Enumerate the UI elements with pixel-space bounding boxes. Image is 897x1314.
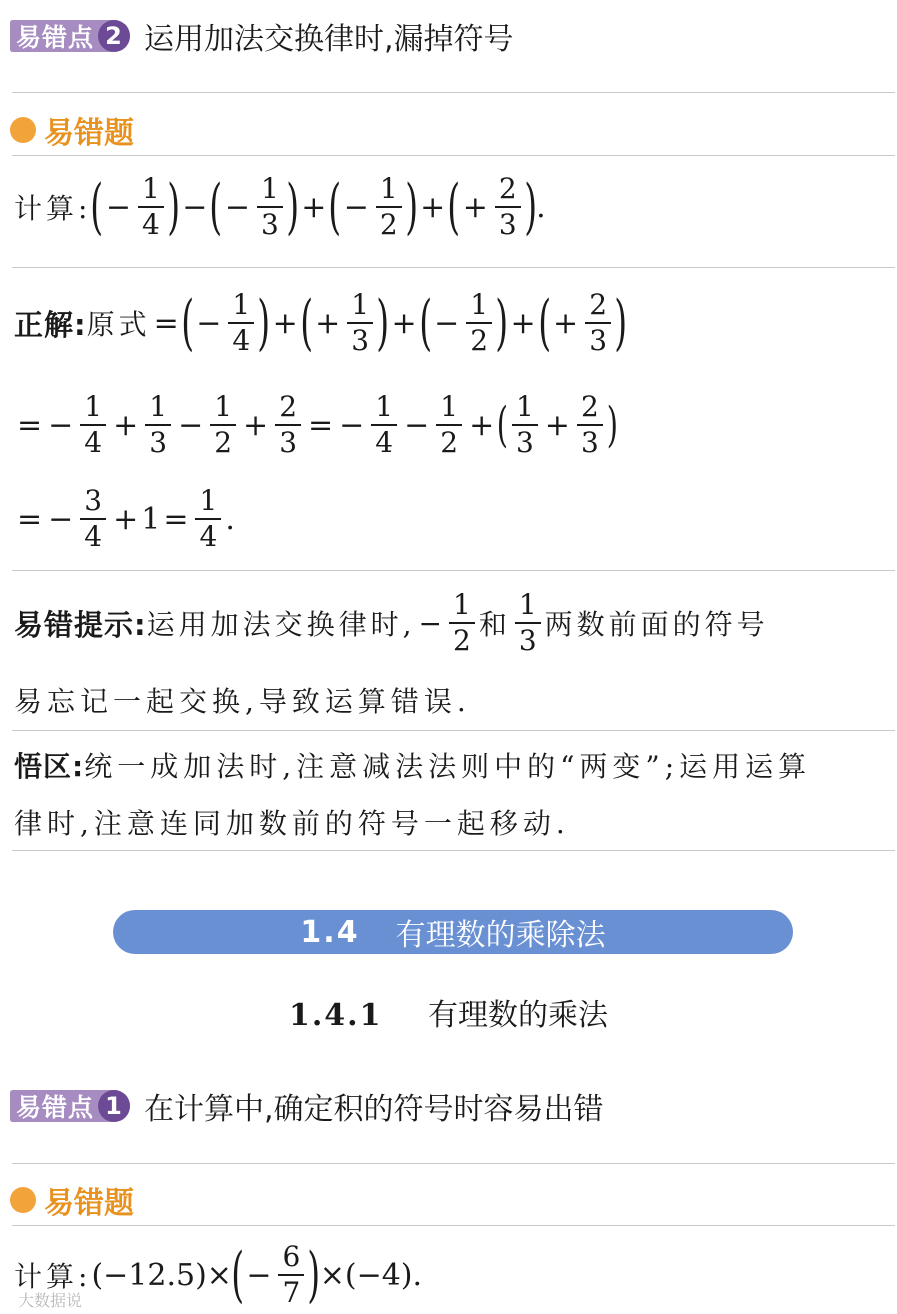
fraction: $\frac{1}{3}$ (257, 172, 283, 242)
expr-part: (−12.5)× (91, 1257, 232, 1293)
fraction: $\frac{2}{3}$ (495, 172, 521, 242)
badge-label: 易错点 (16, 1093, 95, 1122)
divider (12, 1163, 895, 1164)
divider (12, 1225, 895, 1226)
fraction: $\frac{1}{3}$ (512, 390, 538, 460)
fraction: $\frac{1}{2}$ (436, 390, 462, 460)
fraction: $\frac{2}{3}$ (577, 390, 603, 460)
section-tag (10, 108, 134, 152)
wuqu-lead: 悟区: (14, 750, 85, 783)
badge-label: 易错点 (16, 23, 95, 52)
divider (12, 267, 895, 268)
tip-mid: 和 (478, 608, 511, 641)
tip-text: 运用加法交换律时, (146, 608, 416, 641)
wuqu-line-2: 律时,注意连同加数前的符号一起移动. (14, 807, 570, 840)
solution-origin: 原式 (86, 308, 151, 341)
question-lead: 计算: (14, 1260, 92, 1293)
fraction: $\frac{3}{4}$ (80, 484, 106, 554)
solution-line-2: = − $\frac{1}{4}$ + $\frac{1}{3}$ − $\frac{1}{2}$ + $\frac{2}{3}$ = − $\frac{1}{4}$ − $\frac{1}{2}$ + ( $\frac{1}{3}$ + $\frac{2}{3}$ ) (17, 390, 618, 459)
tag-label: 易错题 (44, 1186, 134, 1221)
banner-number: 1.4 (300, 914, 360, 950)
fraction: $\frac{1}{4}$ (371, 390, 397, 460)
tip-lead: 易错提示: (14, 607, 147, 642)
question-lead: 计算: (14, 192, 92, 225)
fraction: $\frac{1}{3}$ (515, 588, 541, 658)
error-point-badge (10, 20, 130, 52)
watermark: 大数据说 (18, 1291, 83, 1310)
error-point-header (10, 16, 514, 56)
tag-label: 易错题 (44, 116, 134, 151)
divider (12, 850, 895, 851)
solution-lead: 正解: (14, 307, 87, 342)
chapter-banner (113, 910, 793, 954)
fraction: $\frac{1}{3}$ (347, 288, 373, 358)
section-tag (10, 1178, 134, 1222)
fraction: $\frac{2}{3}$ (585, 288, 611, 358)
fraction: $\frac{1}{2}$ (449, 588, 475, 658)
divider (12, 92, 895, 93)
error-point-header (10, 1086, 604, 1126)
question-expression-2: 计算: (−12.5)× ( − $\frac{6}{7}$ ) ×(−4). (14, 1240, 423, 1310)
fraction: $\frac{1}{4}$ (80, 390, 106, 460)
subhead-number: 1.4.1 (288, 998, 383, 1033)
solution-line-1: 正解: 原式 = ( − $\frac{1}{4}$ ) + ( + $\frac{1}{3}$ ) + ( − $\frac{1}{2}$ ) + ( + $\frac{2}{3}$ ) (14, 288, 628, 358)
fraction: $\frac{6}{7}$ (278, 1240, 304, 1310)
fraction: $\frac{1}{4}$ (228, 288, 254, 358)
orange-dot-icon (10, 117, 36, 143)
divider (12, 570, 895, 571)
error-point-title: 在计算中,确定积的符号时容易出错 (144, 1092, 604, 1127)
badge-number: 1 (98, 1090, 130, 1122)
error-point-title: 运用加法交换律时,漏掉符号 (144, 22, 514, 57)
badge-number: 2 (98, 20, 130, 52)
tip-line-2: 易忘记一起交换,导致运算错误. (14, 685, 471, 718)
fraction: $\frac{1}{4}$ (138, 172, 164, 242)
fraction: $\frac{1}{2}$ (210, 390, 236, 460)
divider (12, 155, 895, 156)
tip-line-1: 易错提示: 运用加法交换律时, − $\frac{1}{2}$ 和 $\frac{1}{3}$ 两数前面的符号 (14, 588, 769, 657)
orange-dot-icon (10, 1187, 36, 1213)
divider (12, 730, 895, 731)
fraction: $\frac{2}{3}$ (275, 390, 301, 460)
fraction: $\frac{1}{2}$ (376, 172, 402, 242)
fraction: $\frac{1}{3}$ (145, 390, 171, 460)
solution-line-3: = − $\frac{3}{4}$ + 1 = $\frac{1}{4}$ . (17, 484, 235, 553)
subhead-title: 有理数的乘法 (428, 998, 609, 1033)
wuqu-line-1 (14, 745, 811, 785)
fraction: $\frac{1}{4}$ (195, 484, 221, 554)
section-subhead (0, 990, 897, 1034)
question-expression: 计算: ( − $\frac{1}{4}$ ) − ( − $\frac{1}{3}$ ) + ( − $\frac{1}{2}$ ) + ( + $\frac{2}{3}$ ) . (14, 172, 546, 242)
tip-text: 两数前面的符号 (544, 608, 769, 641)
error-point-badge (10, 1090, 130, 1122)
banner-title: 有理数的乘除法 (395, 918, 606, 953)
fraction: $\frac{1}{2}$ (466, 288, 492, 358)
expr-part: ×(−4). (319, 1257, 423, 1293)
wuqu-text: 统一成加法时,注意减法法则中的“两变”;运用运算 (84, 750, 812, 783)
